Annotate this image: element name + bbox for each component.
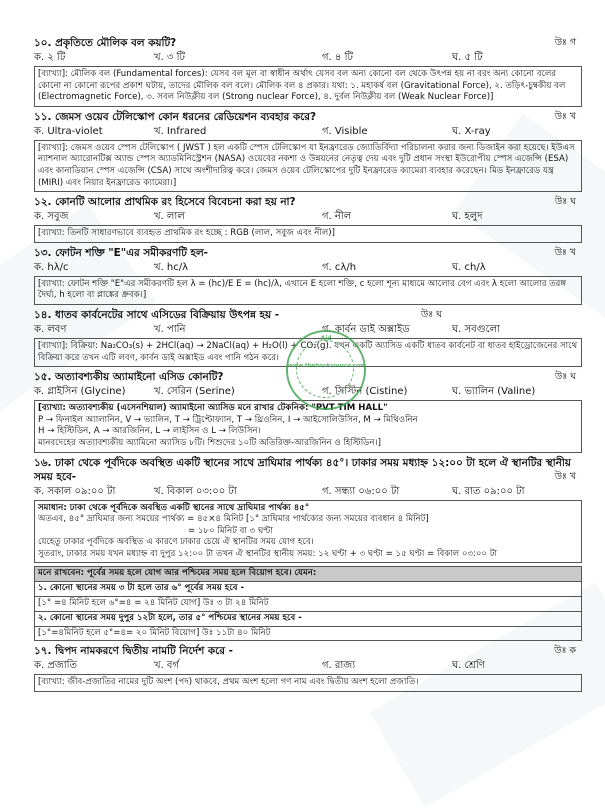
option-b[interactable]: খ. hc/λ [154,261,189,273]
question-11-title: ১১. জেমস ওয়েব টেলিস্কোপ কোন ধরনের রেডিয়েশন ব্যবহার করে? উঃ খ [34,110,576,123]
option-d[interactable]: ঘ. ভ্যালিন (Valine) [452,386,536,398]
question-10-title: ১০. প্রকৃতিতে মৌলিক বল কয়টি? উঃ গ [34,37,576,49]
option-d[interactable]: ঘ. ৫ টি [452,52,483,63]
option-b[interactable]: খ. Infrared [154,125,207,137]
option-c[interactable]: গ. সন্ধ্যা ০৬:০০ টা [322,485,400,497]
question-10-options [34,51,582,65]
option-d[interactable]: ঘ. শ্রেণি [452,660,485,672]
option-a[interactable]: ক. লবণ [34,323,67,335]
question-17-title: ১৭. দ্বিপদ নামকরণে দ্বিতীয় নামটি নির্দেশ করে - উঃ ক [34,645,576,658]
option-b[interactable]: খ. পানি [154,323,186,335]
option-a[interactable]: ক. সবুজ [34,211,69,223]
question-17-options [34,659,582,673]
question-11-explanation: [ব্যাখ্যা]: জেমস ওয়েব স্পেস টেলিস্কোপ ( JWST ) হল একটি স্পেস টেলিস্কোপ যা ইনফ্রারেড জ্যোতির্বিদ্যা পরিচালনা করার জন্য ডিজাইন করা হয়েছে। ইউএস ন্যাশনাল অ্যারোনটিক্স অ্যান্ড স্পেস অ্যাডমিনিস্ট্রেশন (NASA) ওয়েবের নকশা ও উন্নয়নের নেতৃত্ব দেয় এবং দুটি প্রধান সংস্থা ইউরোপীয় স্পেস এজেন্সি (ESA) এবং কানাডিয়ান স্পেস এজেন্সি (CSA) সাথে অংশীদারিত্ব করে। জেমস ওয়েব টেলিস্কোপের দুটি ইনফ্রারেড ক্যামেরা ব্যবহার করেছেন। মিড ইনফ্রারেড যন্ত্র (MIRI) এবং নিয়ার ইনফ্রারেড ক্যামেরা।] [34,140,582,192]
question-16-title: ১৬. ঢাকা থেকে পূর্বদিকে অবস্থিত একটি স্থানের সাথে দ্রাঘিমার পার্থক্য ৪৫°। ঢাকার সময় মধ্যাহ্ন ১২:০০ টা হলে ঐ স্থানটির স্থানীয় সময় হবে- উঃ খ [34,456,576,483]
question-10-answer: উঃ গ [554,37,576,48]
option-b[interactable]: খ. লাল [154,211,185,223]
question-14-answer: উঃ ঘ [420,308,442,320]
tip-table-row: [১° =৪ মিনিট হলে ৬°=৪ = ২৪ মিনিট যোগ] উঃ ৩ টা ২৪ মিনিট [35,596,581,611]
tip-table-row: ১. কোনো স্থানের সময় ৩ টা হলে তার ৬° পূর্বের সময় হবে - [35,581,581,596]
option-c[interactable]: গ. cλ/h [322,261,357,273]
option-a[interactable]: ক. Ultra-violet [34,125,103,137]
question-16-tip-table [34,566,582,641]
stamp-url-text: www.thebooksource.com [288,363,366,369]
question-13-title: ১৩. ফোটন শক্তি "E"এর সমীকরণটি হল- উঃ খ [34,246,576,259]
tip-table-header: মনে রাখবেন: পূর্বের সময় হলে যোগ আর পশ্চিমের সময় হলে বিয়োগ হবে। যেমন: [35,567,581,581]
option-d[interactable]: ঘ. ch/λ [452,261,486,273]
question-17-answer: উঃ ক [554,645,576,657]
option-d[interactable]: ঘ. X-ray [452,125,491,137]
option-d[interactable]: ঘ. সবগুলো [452,323,500,335]
option-d[interactable]: ঘ. রাত ০৯:০০ টা [452,485,525,497]
question-12-options [34,210,582,224]
question-16-solution [34,500,582,564]
option-a[interactable]: ক. সকাল ০৯:০০ টা [34,485,116,497]
stamp-top-text: Aid [320,335,332,342]
question-17-explanation: [ব্যাখ্যা: জীব-প্রজাতির নামের দুটি অংশ (পদ) থাকবে, প্রথম অংশ হলো গণ নাম এবং দ্বিতীয় অংশ হলো প্রজাতি। [34,674,582,692]
option-a[interactable]: ক. ২ টি [34,52,66,63]
question-14-title: ১৪. ধাতব কার্বনেটের সাথে এসিডের বিক্রিয়ায় উৎপন্ন হয় - উঃ ঘ [34,308,442,321]
question-12-explanation: [ব্যাখ্যা: তিনটি সাধারণভাবে ব্যবহৃত প্রাথমিক রং হচ্ছে : RGB (লাল, সবুজ এবং নীল)] [34,225,582,243]
solution-line: = ১৮০ মিনিট বা ৩ ঘণ্টা [188,525,273,536]
question-15-explanation [34,400,582,452]
option-b[interactable]: খ. ৩ টি [154,52,185,63]
mnemonic-line: H → হিস্টিডিন, A → আরজিনিন, L → লাইসিন ও L → লিউসিন। [38,426,261,437]
option-c[interactable]: গ. কার্বন ডাই অক্সাইড [322,323,410,335]
question-13-explanation: [ব্যাখ্যা: ফোটন শক্তি "E"এর সমীকরণটি হল λ = (hc)/E E = (hc)/λ, এখানে E হলো শক্তি, c হলো শূন্য মাধ্যমে আলোর বেগ এবং λ হলো আলোর তরঙ্গ দৈর্ঘ্য, h হলো বা প্লাঙ্কের ধ্রুবক।] [34,276,582,305]
option-c[interactable]: গ. Visible [322,125,368,137]
option-b[interactable]: খ. সেরিন (Serine) [154,386,235,398]
question-14-explanation: [ব্যাখ্যা]: বিক্রিয়া: Na₂CO₃(s) + 2HCl(aq) → 2NaCl(aq) + H₂O(l) + CO₂(g). যখন একটি অ্যাসিড একটি ধাতব কার্বনেট বা ধাতব হাইড্রোজেনের সাথে বিক্রিয়া করে তখন এটি লবণ, কার্বন ডাই অক্সাইড এবং পানি গঠন করে। [34,338,582,367]
solution-line: যেহেতু ঢাকার পূর্বদিকে অবস্থিত এ কারণে ঢাকার চেয়ে ঐ স্থানটির সময় যোগ হবে। [38,537,314,548]
tip-table-row: ২. কোনো স্থানের সময় দুপুর ১২টা হলে, তার ৫° পশ্চিমের স্থানের সময় হবে - [35,611,581,626]
question-10-explanation: [ব্যাখ্যা]: মৌলিক বল (Fundamental forces): যেসব বল মূল বা স্বাধীন অর্থাৎ যেসব বল অন্য কোনো বল থেকে উৎপন্ন হয় না বরং অন্য কোনো বলের কোনো না কোনো রূপের প্রকাশ ঘটায়, তাদের মৌলিক বল বলে। মৌলিক বল ৪ প্রকার। যথা: ১. মহাকর্ষ বল (Gravitational Force), ২. তড়িৎ-চুম্বকীয় বল (Electromagnetic Force), ৩. সবল নিউক্লীয় বল (Strong nuclear Force), ৪. দুর্বল নিউক্লীয় বল (Weak Nuclear Force)] [34,66,582,107]
option-a[interactable]: ক. গ্লাইসিন (Glycine) [34,386,126,398]
solution-line: সমাধান: ঢাকা থেকে পূর্বদিকে অবস্থিত একটি স্থানের সাথে দ্রাঘিমার পার্থক্য ৪৫° [38,502,310,513]
question-16-answer: উঃ খ [554,470,576,482]
mnemonic-line: P → ফিনাইল অ্যালানিন, V → ভ্যালিন, T → ট্রিপ্টোফ্যান, T → থ্রিওনিন, I → আইসোলিউসিন, M → মিথিওনিন [38,414,418,425]
solution-line: সুতরাং, ঢাকার সময় যখন মধ্যাহ্ন বা দুপুর ১২:০০ টা তখন ঐ স্থানটির স্থানীয় সময়: ১২ ঘণ্টা + ৩ ঘণ্টা = ১৫ ঘণ্টা = বিকাল ০৩:০০ টা [38,548,498,559]
question-13-options [34,261,582,275]
option-c[interactable]: গ. ৪ টি [322,52,353,63]
question-13-answer: উঃ খ [554,246,576,258]
mnemonic-line: মানবদেহের অত্যাবশ্যকীয় অ্যামিনো অ্যাসিড ৮টি। শিশুদের ১০টি অতিরিক্ত-আরজিনিন ও হিস্টিডিন।] [38,437,382,448]
question-15-title: ১৫. অত্যাবশ্যকীয় অ্যামাইনো এসিড কোনটি? উঃ ঘ [34,371,576,384]
option-b[interactable]: খ. বর্গ [154,660,180,672]
option-c[interactable]: গ. রাজ্য [322,660,356,672]
mnemonic-line: [ব্যাখ্যা: অত্যাবশ্যকীয় (এসেনশিয়াল) অ্যামাইনো অ্যাসিড মনে রাখার টেকনিক: "PVT TIM HALL" [38,403,388,414]
option-c[interactable]: গ. নীল [322,211,352,223]
option-a[interactable]: ক. প্রজাতি [34,660,78,672]
question-12-answer: উঃ ঘ [554,196,576,208]
option-a[interactable]: ক. hλ/c [34,261,69,273]
question-16-options [34,485,582,499]
solution-line: অতএব, ৪৫° দ্রাঘিমার জন্য সময়ের পার্থক্য = ৪৫×৪ মিনিট [১° দ্রাঘিমার পার্থক্যের জন্য সময়ের ব্যবধান ৪ মিনিট] [38,514,429,525]
question-12-title: ১২. কোনটি আলোর প্রাথমিক রং হিসেবে বিবেচনা করা হয় না? উঃ ঘ [34,196,576,209]
question-11-options [34,125,582,139]
option-c[interactable]: গ. সিস্টিন (Cistine) [322,386,408,398]
option-b[interactable]: খ. বিকাল ০৩:০০ টা [154,485,237,497]
watermark-stamp [286,330,366,410]
question-11-answer: উঃ খ [554,110,576,122]
option-d[interactable]: ঘ. হলুদ [452,211,483,223]
stamp-inner-ring [296,340,354,398]
tip-table-row: [১°=৪মিনিট হলে ৫°=৪= ২০ মিনিট বিয়োগ] উঃ ১১টা ৪০ মিনিট [35,626,581,641]
question-15-answer: উঃ ঘ [554,371,576,383]
